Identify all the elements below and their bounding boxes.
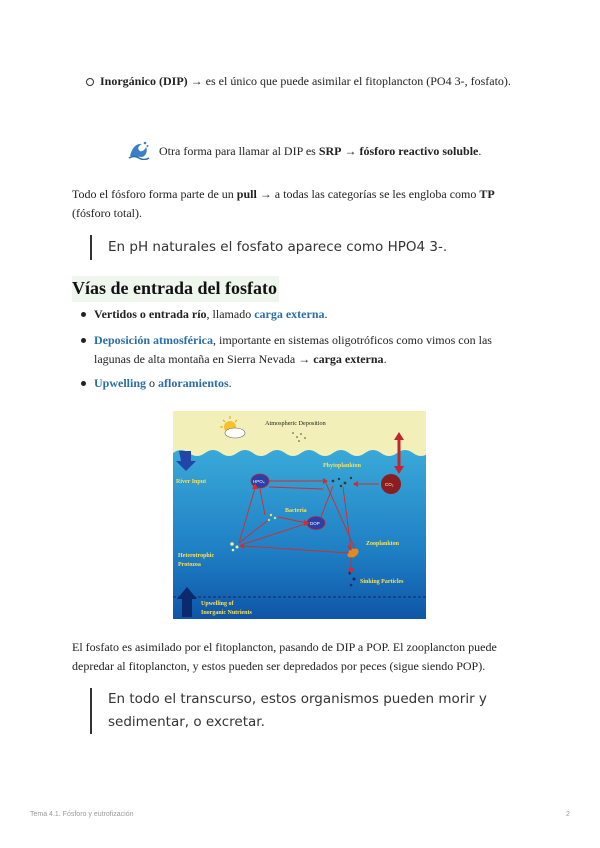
river-input-term: Vertidos o entrada río (94, 307, 207, 321)
callout-text-after: . (478, 144, 482, 158)
phytoplankton-label: Phytoplankton (323, 463, 362, 469)
b1-middle: , llamado (206, 307, 255, 321)
protozoa-label: Protozoa (178, 562, 201, 568)
river-input-label: River Input (176, 479, 207, 485)
wave-icon (128, 138, 150, 160)
b1-after: . (324, 307, 328, 321)
atmospheric-deposition-link[interactable]: Deposición atmosférica (94, 333, 213, 347)
inorganic-dip-term: Inorgánico (DIP) (100, 74, 188, 88)
b2-middle: , importante en sistemas oligotróficos como vimos con las lagunas de alta montaña en Sierra Nevada → (94, 333, 492, 366)
callout-text-before: Otra forma para llamar al DIP es (159, 144, 319, 158)
external-load-term: carga externa (313, 352, 384, 366)
para1-middle: → a todas las categorías se les engloba como (256, 187, 480, 201)
bullet-dot (81, 338, 86, 343)
upwelling-link[interactable]: Upwelling (94, 376, 147, 390)
bacteria-label: Bacteria (285, 508, 307, 514)
inorganic-nutrients-label: Inorganic Nutrients (201, 610, 252, 616)
upwelling-label: Upwelling of (201, 601, 234, 607)
srp-term: SRP (318, 144, 342, 158)
b2-after: . (383, 352, 387, 366)
para1-after: (fósforo total). (72, 206, 142, 220)
zooplankton-label: Zooplankton (366, 541, 400, 547)
paragraph-total-phosphorus (72, 185, 532, 223)
soluble-reactive-phosphorus-term: fósforo reactivo soluble (359, 144, 479, 158)
external-load-link[interactable]: carga externa (254, 307, 325, 321)
bullet-dot (81, 381, 86, 386)
co2-label: CO₂ (385, 482, 394, 487)
tp-term: TP (479, 187, 495, 201)
callout-arrow: → (341, 144, 360, 158)
pull-term: pull (236, 187, 257, 201)
footer-title: Tema 4.1. Fósforo y eutrofización (30, 811, 134, 818)
dip-label: HPO₄ (253, 479, 265, 484)
dop-label: DOP (310, 521, 320, 526)
blockquote-ph (90, 235, 447, 260)
b3-middle: o (146, 376, 159, 390)
sinking-particles-label: Sinking Particles (360, 579, 404, 585)
sublist-item (100, 72, 520, 91)
inorganic-dip-text: → es el único que puede asimilar el fitoplancton (PO4 3-, fosfato). (187, 74, 511, 88)
paragraph-assimilation: El fosfato es asimilado por el fitoplancton, pasando de DIP a POP. El zooplancton puede depredar al fitoplancton, y estos pueden ser depredados por peces (sigue siendo POP). (72, 640, 497, 673)
b3-after: . (228, 376, 232, 390)
list-item (94, 305, 514, 324)
afloramientos-link[interactable]: afloramientos (158, 376, 229, 390)
blockquote-sedimentation (90, 688, 538, 734)
heterotrophic-label: Heterotrophic (178, 553, 215, 559)
page-number: 2 (566, 811, 570, 818)
blockquote-sedimentation-text: En todo el transcurso, estos organismos pueden morir y sedimentar, o excretar. (108, 691, 487, 730)
blockquote-ph-text: En pH naturales el fosfato aparece como HPO4 3-. (108, 239, 448, 255)
circle-bullet (86, 78, 94, 86)
atmospheric-deposition-label: Atmospheric Deposition (265, 420, 326, 427)
callout-text (159, 138, 481, 164)
list-item (94, 374, 514, 393)
list-item (94, 331, 514, 369)
para1-before: Todo el fósforo forma parte de un (72, 187, 237, 201)
section-heading: Vías de entrada del fosfato (72, 276, 279, 302)
phosphorus-cycle-diagram (173, 411, 426, 619)
bullet-dot (81, 312, 86, 317)
